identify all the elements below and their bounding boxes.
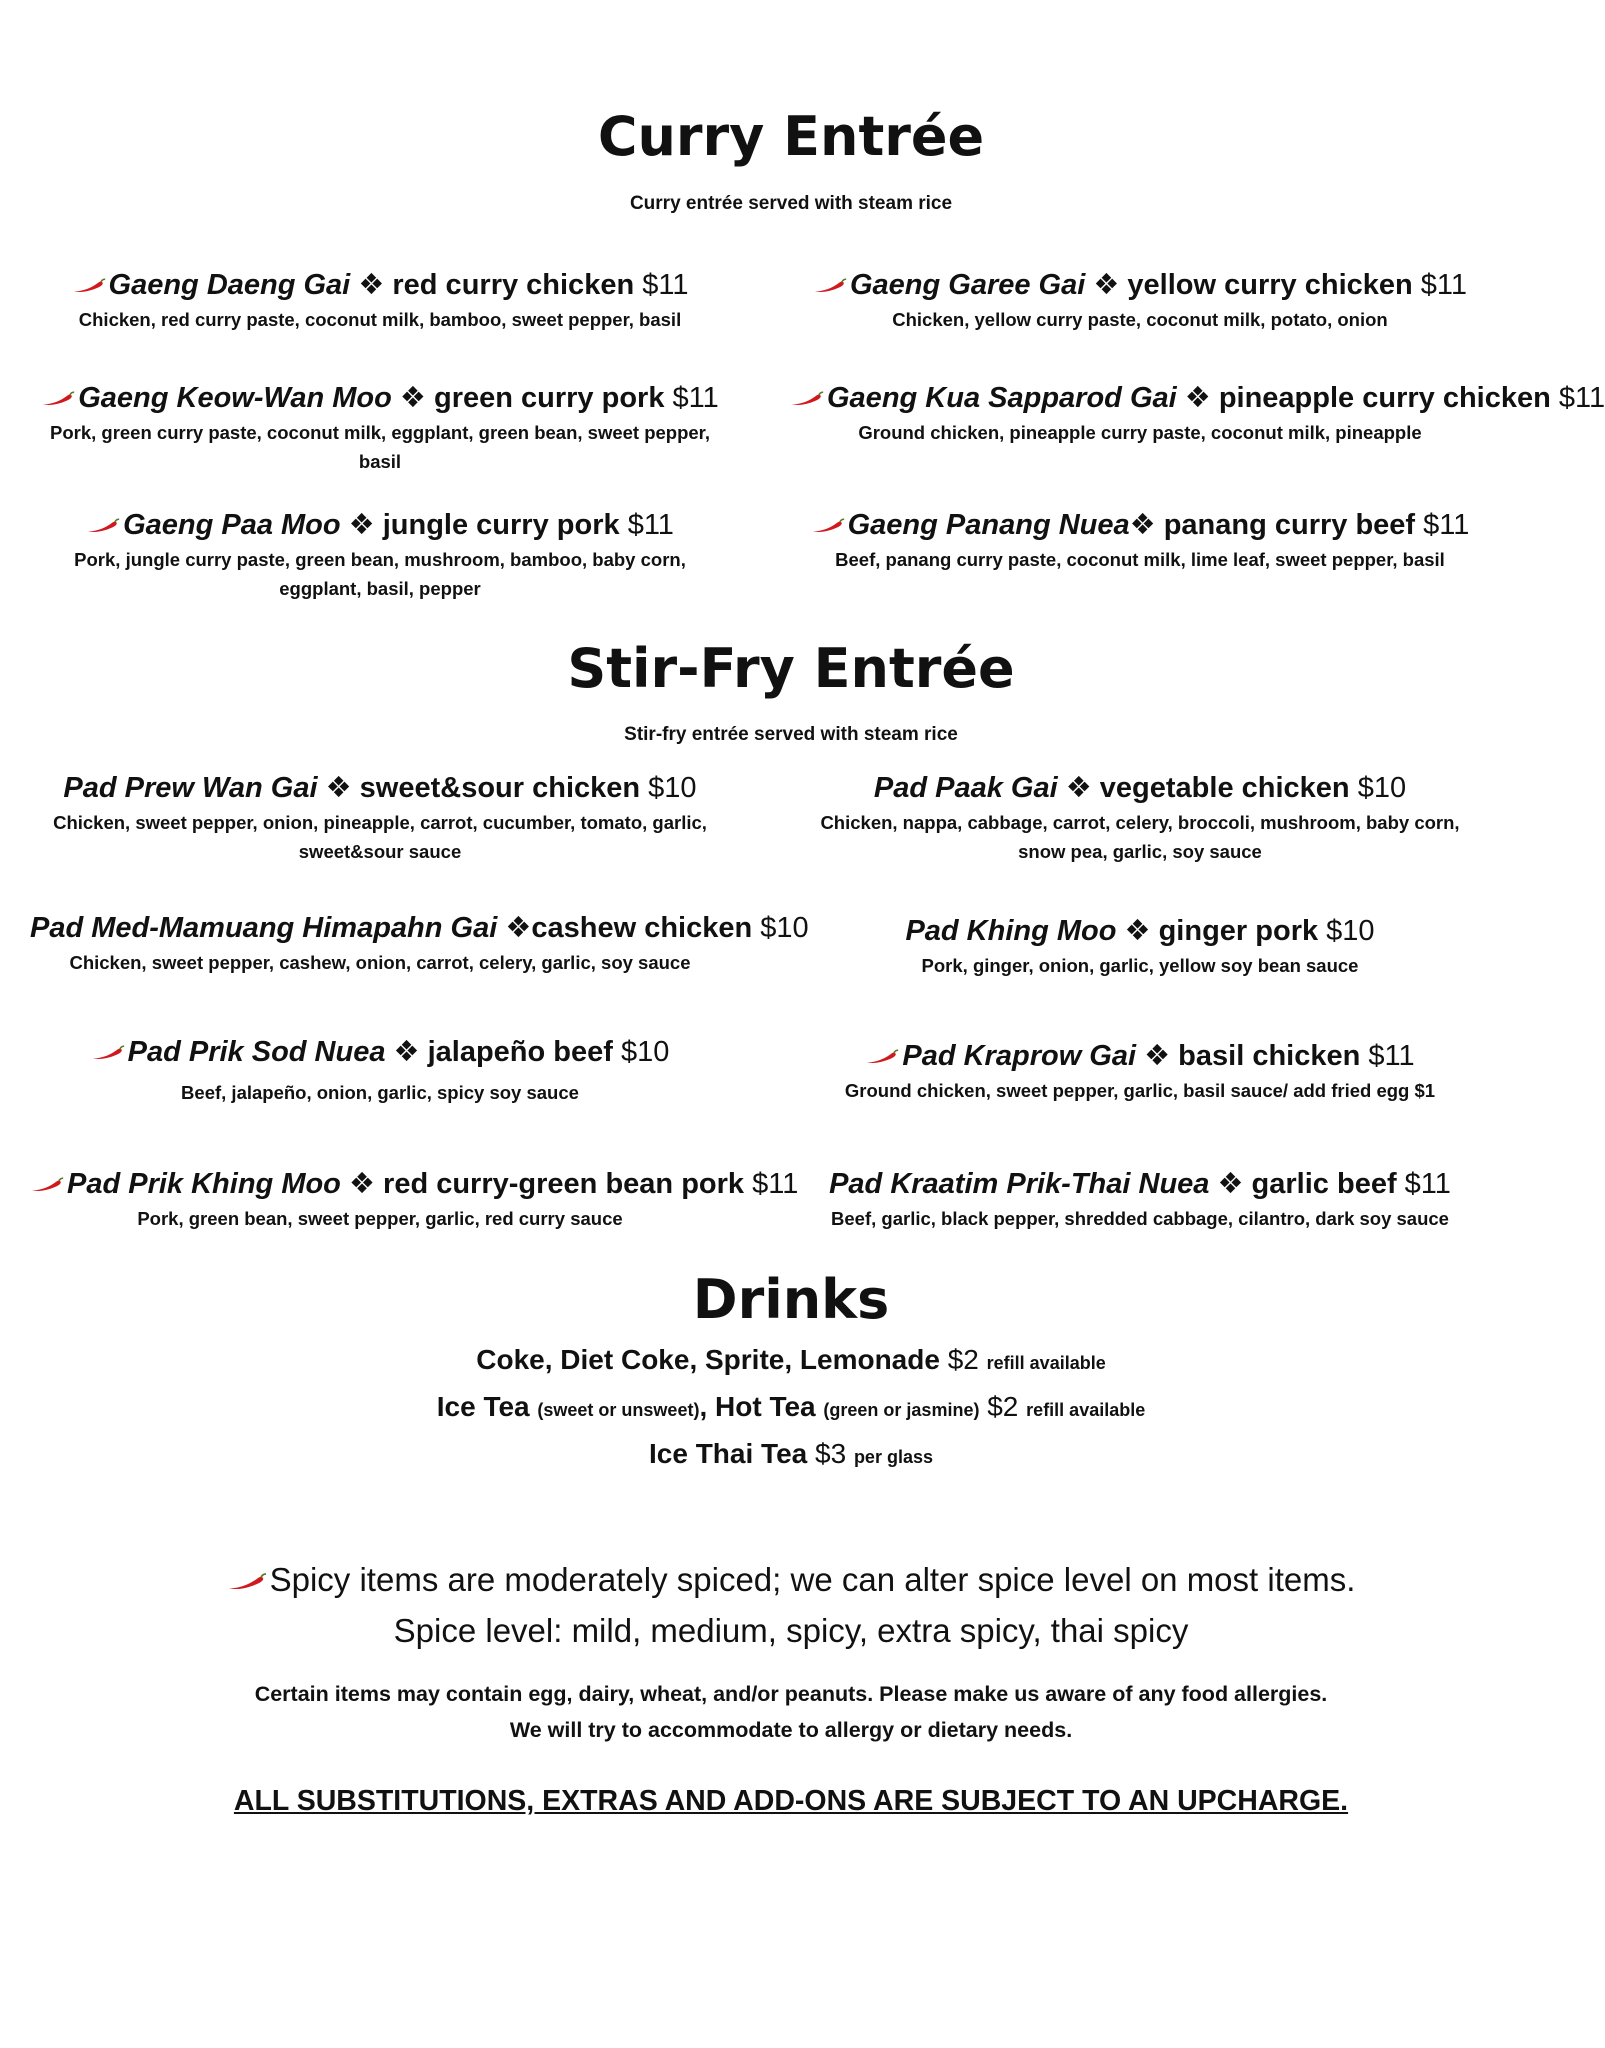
menu-item-gaeng-paa-moo: Gaeng Paa Moo ❖ jungle curry pork $11 Pork, jungle curry paste, green bean, mushroom, bamboo, baby corn, eggplant, basil, pepper: [30, 507, 730, 603]
drink-line-thai-tea: Ice Thai Tea $3 per glass: [649, 1438, 933, 1469]
drink-line-teas: Ice Tea (sweet or unsweet), Hot Tea (green or jasmine) $2 refill available: [436, 1391, 1146, 1422]
allergy-note: Certain items may contain egg, dairy, wheat, and/or peanuts. Please make us aware of any food allergies. We will try to accommodate to allergy or dietary needs.: [254, 1682, 1328, 1742]
menu-item-description: Beef, panang curry paste, coconut milk, lime leaf, sweet pepper, basil: [835, 549, 1445, 570]
menu-item-description: Pork, ginger, onion, garlic, yellow soy bean sauce: [921, 955, 1359, 976]
menu-item-pad-paak-gai: Pad Paak Gai ❖ vegetable chicken $10 Chicken, nappa, cabbage, carrot, celery, broccoli, mushroom, baby corn, snow pea, garlic, soy sauce: [790, 770, 1490, 866]
curry-section-subtitle: Curry entrée served with steam rice: [629, 193, 953, 214]
menu-item-description: Pork, green curry paste, coconut milk, eggplant, green bean, sweet pepper, basil: [49, 422, 711, 472]
chili-pepper-icon: [30, 1177, 64, 1193]
menu-item-description: Pork, jungle curry paste, green bean, mushroom, bamboo, baby corn, eggplant, basil, pepper: [74, 549, 686, 599]
menu-item-gaeng-panang-nuea: Gaeng Panang Nuea❖ panang curry beef $11 Beef, panang curry paste, coconut milk, lime leaf, sweet pepper, basil: [790, 507, 1490, 574]
menu-item-description: Beef, garlic, black pepper, shredded cabbage, cilantro, dark soy sauce: [831, 1208, 1449, 1229]
menu-item-gaeng-daeng-gai: Gaeng Daeng Gai ❖ red curry chicken $11 Chicken, red curry paste, coconut milk, bamboo, sweet pepper, basil: [30, 267, 730, 334]
menu-item-description: Beef, jalapeño, onion, garlic, spicy soy sauce: [181, 1082, 579, 1103]
spicy-note-line1: Spicy items are moderately spiced; we can alter spice level on most items.: [0, 1554, 1582, 1605]
menu-item-description: Ground chicken, pineapple curry paste, coconut milk, pineapple: [858, 422, 1422, 443]
upcharge-notice: ALL SUBSTITUTIONS, EXTRAS AND ADD-ONS ARE SUBJECT TO AN UPCHARGE.: [233, 1785, 1349, 1817]
chili-pepper-icon: [811, 518, 845, 534]
chili-pepper-icon: [865, 1049, 899, 1065]
menu-item-pad-med-mamuang-himapahn-gai: Pad Med-Mamuang Himapahn Gai ❖cashew chicken $10 Chicken, sweet pepper, cashew, onion, carrot, celery, garlic, soy sauce: [30, 910, 730, 977]
chili-pepper-icon: [41, 391, 75, 407]
spicy-note: [0, 1554, 1582, 1656]
drink-line-sodas: Coke, Diet Coke, Sprite, Lemonade $2 refill available: [476, 1344, 1106, 1375]
spicy-note-line2: Spice level: mild, medium, spicy, extra spicy, thai spicy: [393, 1612, 1189, 1649]
chili-pepper-icon: [86, 518, 120, 534]
stirfry-section-subtitle: Stir-fry entrée served with steam rice: [624, 724, 958, 745]
drinks-list: [0, 1338, 1582, 1479]
chili-pepper-icon: [72, 278, 106, 294]
chili-pepper-icon: [790, 391, 824, 407]
menu-item-description: Chicken, sweet pepper, cashew, onion, carrot, celery, garlic, soy sauce: [69, 952, 691, 973]
menu-item-gaeng-kua-sapparod-gai: Gaeng Kua Sapparod Gai ❖ pineapple curry chicken $11 Ground chicken, pineapple curry paste, coconut milk, pineapple: [790, 380, 1490, 447]
menu-item-pad-prik-sod-nuea: Pad Prik Sod Nuea ❖ jalapeño beef $10 Beef, jalapeño, onion, garlic, spicy soy sauce: [30, 1034, 730, 1107]
menu-item-pad-kraatim-prik-thai-nuea: Pad Kraatim Prik-Thai Nuea ❖ garlic beef $11 Beef, garlic, black pepper, shredded cabbage, cilantro, dark soy sauce: [790, 1166, 1490, 1233]
menu-item-pad-prik-khing-moo: Pad Prik Khing Moo ❖ red curry-green bean pork $11 Pork, green bean, sweet pepper, garlic, red curry sauce: [30, 1166, 730, 1233]
menu-item-description: Chicken, yellow curry paste, coconut milk, potato, onion: [892, 309, 1388, 330]
menu-item-gaeng-keow-wan-moo: Gaeng Keow-Wan Moo ❖ green curry pork $11 Pork, green curry paste, coconut milk, eggplant, green bean, sweet pepper, basil: [30, 380, 730, 476]
menu-item-description: Chicken, sweet pepper, onion, pineapple, carrot, cucumber, tomato, garlic, sweet&sour sauce: [53, 812, 707, 862]
chili-pepper-icon: [91, 1045, 125, 1061]
menu-item-pad-khing-moo: Pad Khing Moo ❖ ginger pork $10 Pork, ginger, onion, garlic, yellow soy bean sauce: [790, 913, 1490, 980]
curry-section-title: Curry Entrée: [597, 105, 985, 168]
menu-item-gaeng-garee-gai: Gaeng Garee Gai ❖ yellow curry chicken $11 Chicken, yellow curry paste, coconut milk, potato, onion: [790, 267, 1490, 334]
menu-item-pad-prew-wan-gai: Pad Prew Wan Gai ❖ sweet&sour chicken $10 Chicken, sweet pepper, onion, pineapple, carrot, cucumber, tomato, garlic, sweet&sour sauce: [30, 770, 730, 866]
drinks-section-title: Drinks: [692, 1268, 890, 1331]
chili-pepper-icon: [813, 278, 847, 294]
chili-pepper-icon: [227, 1572, 267, 1592]
menu-item-description: Ground chicken, sweet pepper, garlic, basil sauce/ add fried egg $1: [844, 1080, 1436, 1101]
menu-item-description: Pork, green bean, sweet pepper, garlic, red curry sauce: [137, 1208, 623, 1229]
menu-item-description: Chicken, nappa, cabbage, carrot, celery, broccoli, mushroom, baby corn, snow pea, garlic, soy sauce: [820, 812, 1460, 862]
menu-item-description: Chicken, red curry paste, coconut milk, bamboo, sweet pepper, basil: [78, 309, 682, 330]
menu-item-pad-kraprow-gai: Pad Kraprow Gai ❖ basil chicken $11 Ground chicken, sweet pepper, garlic, basil sauce/ add fried egg $1: [790, 1038, 1490, 1105]
stirfry-section-title: Stir-Fry Entrée: [567, 637, 1015, 700]
